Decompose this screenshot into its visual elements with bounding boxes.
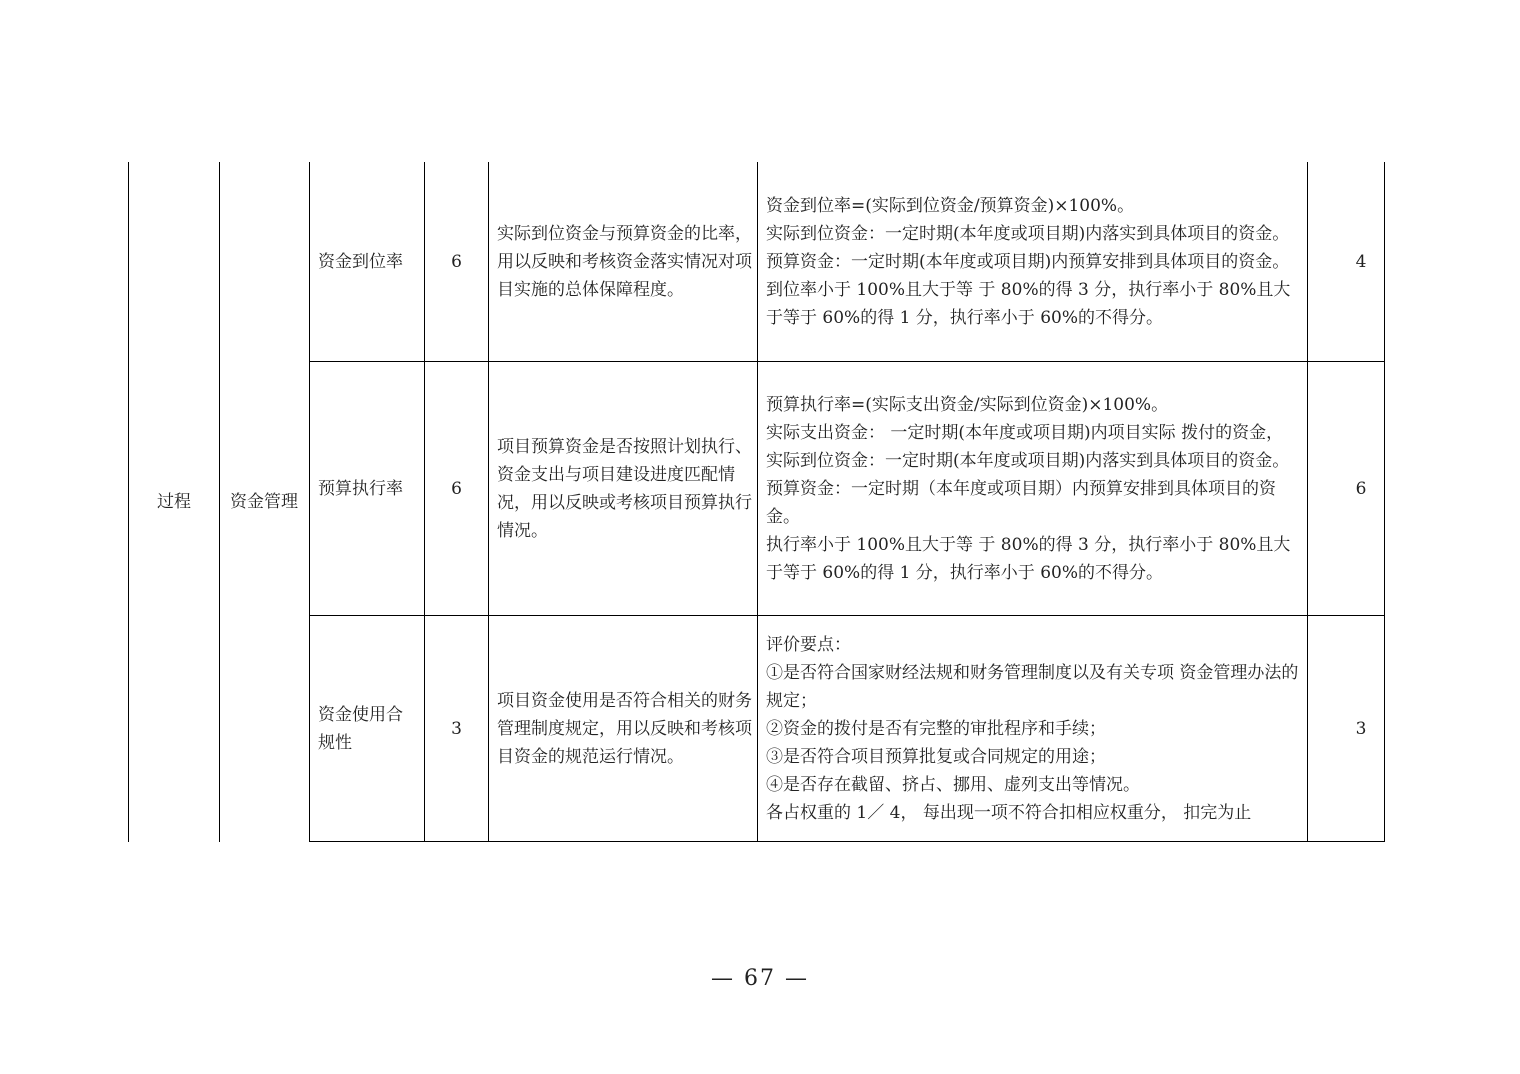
table-rule — [1384, 162, 1385, 842]
level2-cell — [226, 162, 302, 842]
table-row — [318, 616, 418, 841]
table-rule — [757, 162, 758, 842]
table-row — [318, 362, 418, 615]
weight-value: 6 — [451, 478, 462, 499]
table-rule — [309, 841, 1385, 842]
criteria-cell — [766, 362, 1301, 615]
weight-cell — [425, 616, 488, 841]
weight-value: 6 — [451, 251, 462, 272]
indicator-name: 预算执行率 — [318, 478, 403, 499]
table-row — [318, 162, 418, 361]
indicator-description: 项目预算资金是否按照计划执行、资金支出与项目建设进度匹配情况，用以反映或考核项目预算执行情况。 — [497, 436, 752, 541]
score-cell — [1338, 162, 1384, 361]
weight-cell — [425, 362, 488, 615]
criteria-cell — [766, 162, 1301, 361]
score-value: 3 — [1355, 718, 1367, 739]
description-cell — [497, 162, 752, 361]
indicator-name: 资金到位率 — [318, 251, 403, 272]
criteria-cell — [766, 616, 1301, 841]
page-number: — 67 — — [711, 966, 809, 991]
description-cell — [497, 362, 752, 615]
score-value: 4 — [1355, 251, 1367, 272]
level1-cell — [129, 162, 219, 842]
weight-value: 3 — [451, 718, 462, 739]
weight-cell — [425, 162, 488, 361]
scoring-criteria: 预算执行率=(实际支出资金/实际到位资金)×100%。 实际支出资金： 一定时期(本年度或项目期)内项目实际 拨付的资金， 实际到位资金：一定时期(本年度或项目期)内落实到具体项目的资金。 预算资金：一定时期（本年度或项目期）内预算安排到具体项目的资金。 执行率小于 100%且大于等 于 80%的得 3 分，执行率小于 80%且大于等于 60%的得 1 分，执行率小于 60%的不得分。 — [766, 394, 1291, 583]
table-rule — [488, 162, 489, 842]
indicator-name: 资金使用合规性 — [318, 704, 403, 753]
table-rule — [1307, 162, 1308, 842]
table-rule — [219, 162, 220, 842]
indicator-description: 实际到位资金与预算资金的比率，用以反映和考核资金落实情况对项目实施的总体保障程度。 — [497, 223, 752, 300]
table-rule — [309, 162, 310, 842]
scoring-criteria: 评价要点： ①是否符合国家财经法规和财务管理制度以及有关专项 资金管理办法的规定； ②资金的拨付是否有完整的审批程序和手续； ③是否符合项目预算批复或合同规定的用途； ④是否存在截留、挤占、挪用、虚列支出等情况。 各占权重的 1／ 4， 每出现一项不符合扣相应权重分， 扣完为止 — [766, 634, 1299, 823]
description-cell — [497, 616, 752, 841]
indicator-description: 项目资金使用是否符合相关的财务管理制度规定，用以反映和考核项目资金的规范运行情况。 — [497, 690, 752, 767]
score-cell — [1338, 362, 1384, 615]
score-cell — [1338, 616, 1384, 841]
score-value: 6 — [1355, 478, 1367, 499]
level1-label: 过程 — [157, 492, 191, 512]
scoring-criteria: 资金到位率=(实际到位资金/预算资金)×100%。 实际到位资金：一定时期(本年度或项目期)内落实到具体项目的资金。 预算资金：一定时期(本年度或项目期)内预算安排到具体项目的资金。 到位率小于 100%且大于等 于 80%的得 3 分，执行率小于 80%且大于等于 60%的得 1 分，执行率小于 60%的不得分。 — [766, 195, 1291, 328]
level2-label: 资金管理 — [230, 492, 298, 512]
